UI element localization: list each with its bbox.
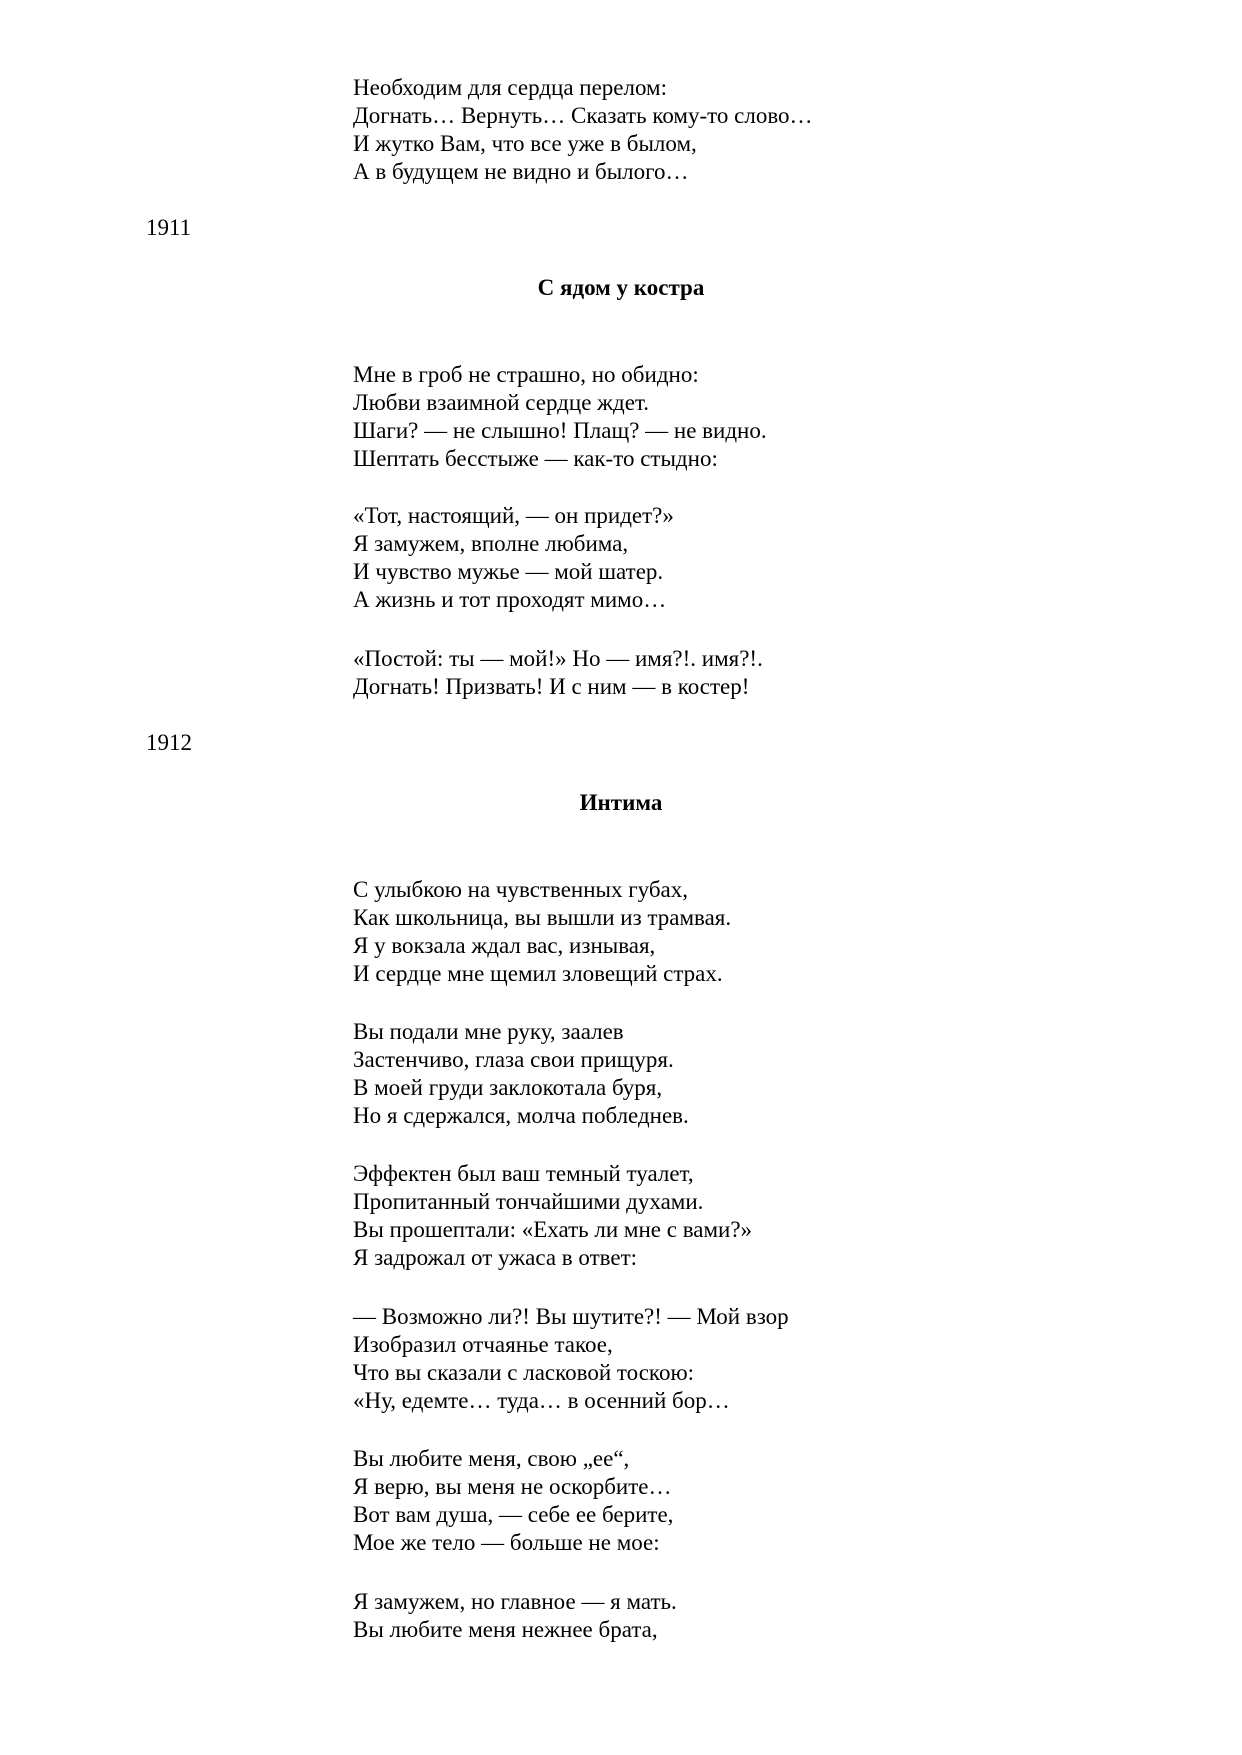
stanza-line: Что вы сказали с ласковой тоскою: <box>353 1360 695 1385</box>
stanza-line: Шептать бесстыже — как-то стыдно: <box>353 446 718 471</box>
stanza-line: Необходим для сердца перелом: <box>353 75 668 100</box>
stanza-line: Вы подали мне руку, заалев <box>353 1019 624 1044</box>
stanza-line: Мое же тело — больше не мое: <box>353 1530 660 1555</box>
stanza-line: И чувство мужье — мой шатер. <box>353 559 664 584</box>
stanza-line: Шаги? — не слышно! Плащ? — не видно. <box>353 418 767 443</box>
stanza-line: С улыбкою на чувственных губах, <box>353 877 689 902</box>
stanza-line: Изобразил отчаянье такое, <box>353 1332 613 1357</box>
stanza-line: Любви взаимной сердце ждет. <box>353 390 650 415</box>
stanza-line: Вы любите меня нежнее брата, <box>353 1617 658 1642</box>
stanza-line: «Ну, едемте… туда… в осенний бор… <box>353 1388 730 1413</box>
stanza-line: В моей груди заклокотала буря, <box>353 1075 663 1100</box>
stanza-line: Но я сдержался, молча побледнев. <box>353 1103 689 1128</box>
stanza-line: Пропитанный тончайшими духами. <box>353 1189 704 1214</box>
stanza-line: «Постой: ты — мой!» Но — имя?!. имя?!. <box>353 646 763 671</box>
stanza-line: «Тот, настоящий, — он придет?» <box>353 503 674 528</box>
stanza-line: Догнать… Вернуть… Сказать кому-то слово… <box>353 103 813 128</box>
stanza-line: — Возможно ли?! Вы шутите?! — Мой взор <box>353 1304 789 1329</box>
poem-year: 1912 <box>146 730 192 755</box>
stanza-line: Вы любите меня, свою „ее“, <box>353 1446 630 1471</box>
stanza-line: Догнать! Призвать! И с ним — в костер! <box>353 674 750 699</box>
poem-title: Интима <box>579 790 663 815</box>
stanza-line: Я замужем, но главное — я мать. <box>353 1589 677 1614</box>
stanza-line: Эффектен был ваш темный туалет, <box>353 1161 694 1186</box>
stanza-line: Вот вам душа, — себе ее берите, <box>353 1502 674 1527</box>
stanza-line: Как школьница, вы вышли из трамвая. <box>353 905 732 930</box>
poem-year: 1911 <box>146 215 192 240</box>
stanza-line: Мне в гроб не страшно, но обидно: <box>353 362 699 387</box>
stanza-line: А в будущем не видно и былого… <box>353 159 689 184</box>
stanza-line: И сердце мне щемил зловещий страх. <box>353 961 723 986</box>
stanza-line: Я замужем, вполне любима, <box>353 531 629 556</box>
stanza-line: Я у вокзала ждал вас, изнывая, <box>353 933 656 958</box>
stanza-line: Я задрожал от ужаса в ответ: <box>353 1245 638 1270</box>
stanza-line: А жизнь и тот проходят мимо… <box>353 587 667 612</box>
stanza-line: Вы прошептали: «Ехать ли мне с вами?» <box>353 1217 753 1242</box>
poem-title: С ядом у костра <box>537 275 705 300</box>
stanza-line: И жутко Вам, что все уже в былом, <box>353 131 697 156</box>
stanza-line: Я верю, вы меня не оскорбите… <box>353 1474 672 1499</box>
stanza-line: Застенчиво, глаза свои прищуря. <box>353 1047 674 1072</box>
